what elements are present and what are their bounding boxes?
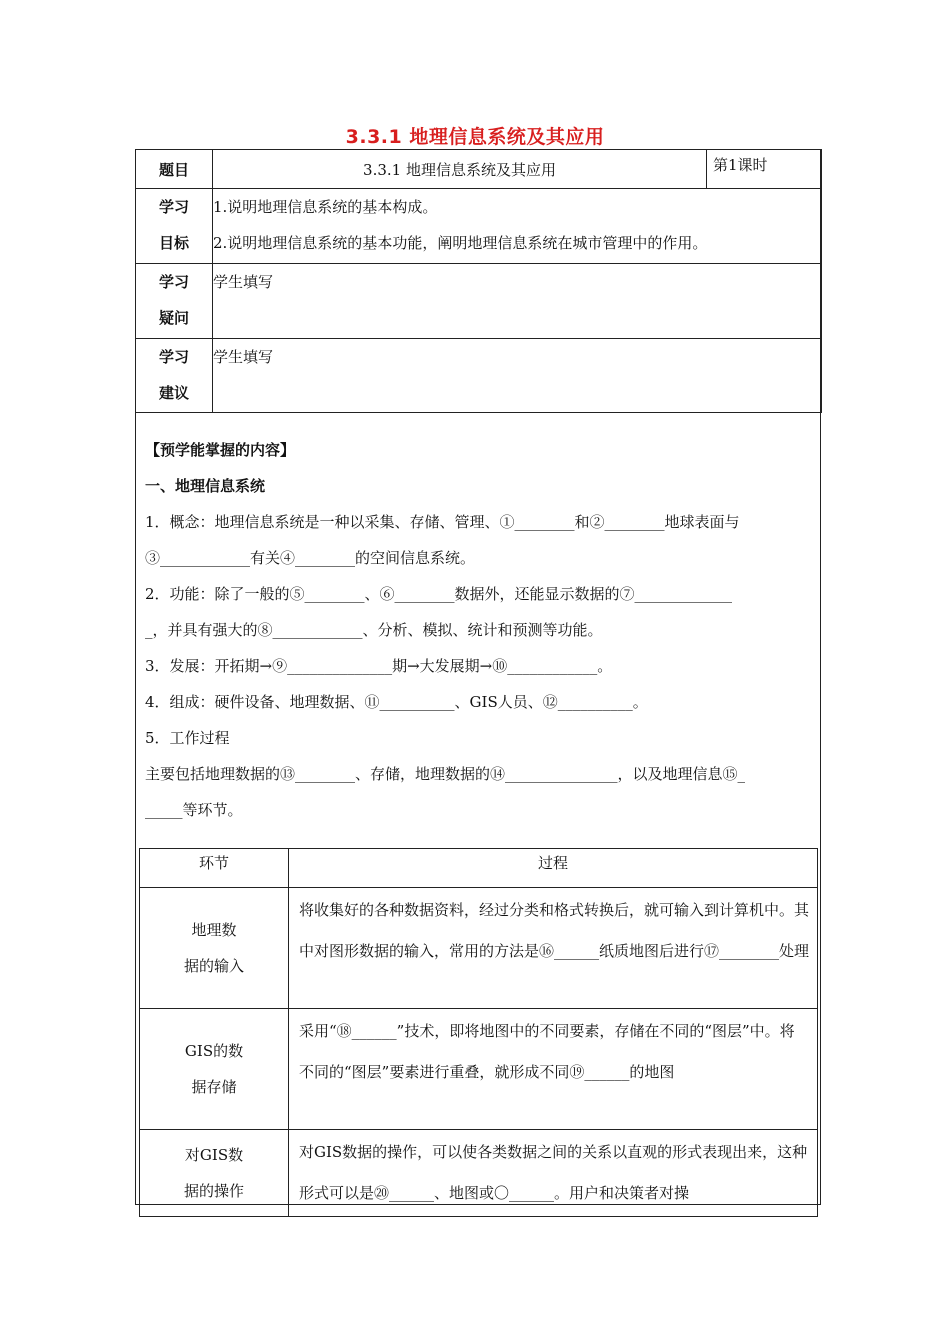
question-label [136, 264, 213, 339]
question-label-line-2: 疑问 [158, 309, 189, 327]
process-row-label-line-1: GIS的数 [184, 1042, 244, 1060]
advice-label-line-2: 建议 [158, 384, 189, 402]
process-row-label-line-2: 据存储 [191, 1078, 237, 1096]
question-label-line-1: 学习 [158, 273, 189, 291]
goal-label [136, 189, 213, 264]
page-title: 3.3.1 地理信息系统及其应用 [345, 126, 605, 148]
goal-label-line-2: 目标 [158, 234, 189, 252]
content-line: 5．工作过程 [145, 729, 230, 747]
process-row-text: 采用“⑱______”技术，即将地图中的不同要素，存储在不同的“图层”中。将不同的“图层”要素进行重叠，就形成不同⑲______的地图 [289, 1009, 818, 1130]
subheading: 一、地理信息系统 [145, 477, 266, 495]
question-field[interactable]: 学生填写 [213, 264, 822, 339]
goal-item-1: 1.说明地理信息系统的基本构成。 [213, 198, 438, 216]
section-heading: 【预学能掌握的内容】 [145, 441, 296, 459]
content-line: 主要包括地理数据的⑬________、存储，地理数据的⑭_______________，以及地理信息⑮_ [145, 765, 746, 783]
process-row-text: 将收集好的各种数据资料，经过分类和格式转换后，就可输入到计算机中。其中对图形数据的输入，常用的方法是⑯______纸质地图后进行⑰________处理 [289, 888, 818, 1009]
process-table [139, 848, 818, 1217]
content-line: 3．发展：开拓期→⑨______________期→大发展期→⑩____________。 [145, 657, 613, 675]
content-line: _____等环节。 [145, 801, 243, 819]
content-line: 2．功能：除了一般的⑤________、⑥________数据外，还能显示数据的⑦_____________ [145, 585, 733, 603]
advice-label-line-1: 学习 [158, 348, 189, 366]
header-table [135, 149, 822, 413]
topic-value: 3.3.1 地理信息系统及其应用 [213, 150, 707, 189]
lesson-label: 第1课时 [707, 150, 822, 189]
content-body [145, 432, 815, 828]
advice-label [136, 339, 213, 413]
goal-label-line-1: 学习 [158, 198, 189, 216]
content-line: _，并具有强大的⑧____________、分析、模拟、统计和预测等功能。 [145, 621, 603, 639]
process-row-label-line-1: 对GIS数 [184, 1146, 244, 1164]
process-row-text: 对GIS数据的操作，可以使各类数据之间的关系以直观的形式表现出来，这种形式可以是⑳______、地图或〇______。用户和决策者对操 [289, 1130, 818, 1217]
goal-content [213, 189, 822, 264]
goal-item-2: 2.说明地理信息系统的基本功能，阐明地理信息系统在城市管理中的作用。 [213, 234, 708, 252]
content-line: 4．组成：硬件设备、地理数据、⑪__________、GIS人员、⑫__________。 [145, 693, 648, 711]
topic-label: 题目 [136, 150, 213, 189]
content-line: 1．概念：地理信息系统是一种以采集、存储、管理、①________和②________地球表面与 [145, 513, 740, 531]
process-row-label [140, 888, 289, 1009]
process-col-stage: 环节 [140, 849, 289, 888]
advice-field[interactable]: 学生填写 [213, 339, 822, 413]
process-row-label [140, 1130, 289, 1217]
process-col-process: 过程 [289, 849, 818, 888]
process-row-label-line-2: 据的操作 [183, 1182, 244, 1200]
process-row-label-line-1: 地理数 [191, 921, 237, 939]
process-row-label [140, 1009, 289, 1130]
content-line: ③____________有关④________的空间信息系统。 [145, 549, 476, 567]
process-row-label-line-2: 据的输入 [183, 957, 244, 975]
